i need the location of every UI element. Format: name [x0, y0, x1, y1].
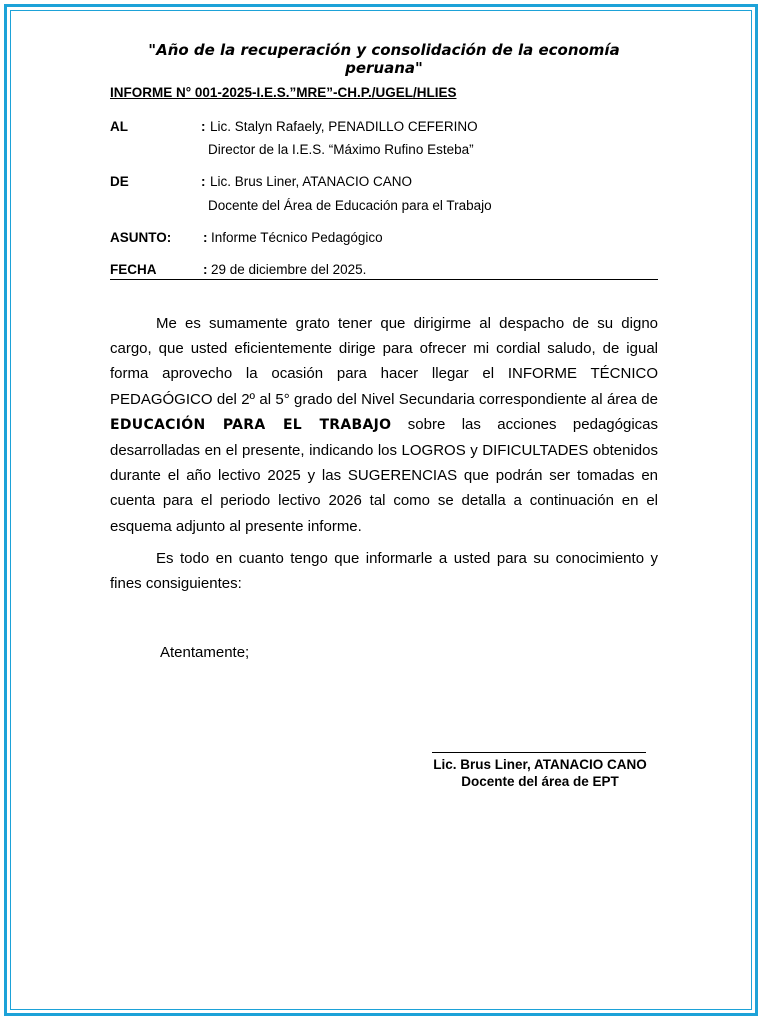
al-subtitle: Director de la I.E.S. “Máximo Rufino Esteba”	[208, 142, 474, 157]
fecha-value: 29 de diciembre del 2025.	[211, 262, 367, 277]
header-divider	[110, 279, 658, 280]
closing-salutation: Atentamente;	[160, 644, 250, 661]
body-paragraph-1	[110, 311, 658, 539]
de-subtitle: Docente del Área de Educación para el Trabajo	[208, 198, 492, 213]
year-motto: "Año de la recuperación y consolidación de la economía peruana"	[148, 41, 620, 77]
al-value: Lic. Stalyn Rafaely, PENADILLO CEFERINO	[210, 119, 478, 134]
signature-role: Docente del área de EPT	[461, 774, 619, 789]
body-p1-text-start: Me es sumamente grato tener que dirigirme al despacho de su digno cargo, que usted eficientemente dirige para ofrecer mi cordial saludo, de igual forma aprovecho la ocasión para hacer llegar el INFORME TÉCNICO PEDAGÓGICO del 2º al 5° grado del Nivel Secundaria correspondiente al área de	[110, 315, 658, 408]
fecha-label: FECHA	[110, 262, 157, 277]
informe-number: INFORME N° 001-2025-I.E.S.”MRE”-CH.P./UGEL/HLIES	[110, 85, 457, 100]
asunto-label: ASUNTO:	[110, 230, 172, 245]
fecha-colon: :	[203, 262, 208, 277]
de-value: Lic. Brus Liner, ATANACIO CANO	[210, 174, 413, 189]
de-label: DE	[110, 174, 129, 189]
de-colon: :	[201, 174, 206, 189]
signature-line	[432, 752, 646, 753]
al-label: AL	[110, 119, 128, 134]
body-p1-text-end: sobre las acciones pedagógicas desarrolladas en el presente, indicando los LOGROS y DIFICULTADES obtenidos durante el año lectivo 2025 y las SUGERENCIAS que podrán ser tomadas en cuenta para el periodo lectivo 2026 tal como se detalla a continuación en el esquema adjunto al presente informe.	[110, 415, 659, 535]
asunto-value: Informe Técnico Pedagógico	[211, 230, 383, 245]
body-p1-area-name: EDUCACIÓN PARA EL TRABAJO	[110, 416, 392, 433]
body-paragraph-2: Es todo en cuanto tengo que informarle a usted para su conocimiento y fines consiguientes:	[110, 550, 658, 593]
signature-name: Lic. Brus Liner, ATANACIO CANO	[433, 757, 647, 772]
al-colon: :	[201, 119, 206, 134]
asunto-colon: :	[203, 230, 208, 245]
